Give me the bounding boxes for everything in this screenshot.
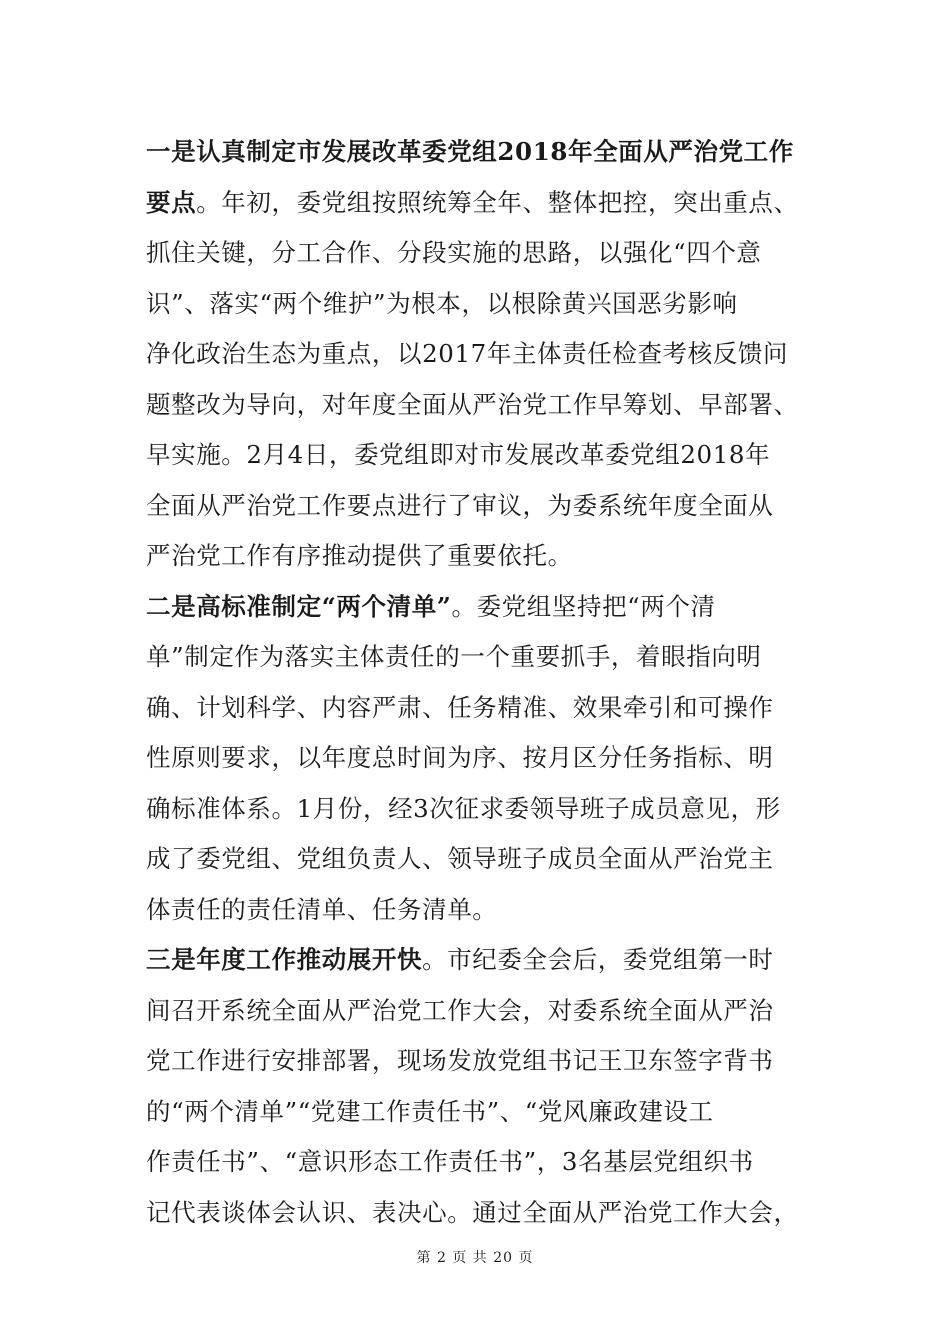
text-line — [146, 834, 806, 885]
line-text: 。委党组坚持把“两个清 — [451, 591, 716, 621]
line-text: 性原则要求，以年度总时间为序、按月区分任务指标、明 — [146, 743, 774, 772]
text-line — [146, 885, 806, 936]
paragraph-heading: 二是高标准制定“两个清单” — [146, 591, 452, 621]
line-text: 党工作进行安排部署，现场发放党组书记王卫东签字背书 — [146, 1046, 774, 1075]
text-line — [146, 1036, 806, 1087]
line-text: 记代表谈体会认识、表决心。通过全面从严治党工作大会， — [146, 1197, 799, 1227]
text-line — [146, 632, 806, 683]
text-line — [146, 935, 806, 986]
text-line — [146, 228, 806, 279]
text-line — [146, 430, 806, 481]
line-text: 的“两个清单”“党建工作责任书”、“党风廉政建设工 — [146, 1096, 714, 1126]
paragraph-heading: 三是年度工作推动展开快 — [146, 945, 423, 974]
page-footer: 第 2 页 共 20 页 — [416, 1250, 534, 1266]
text-line — [146, 784, 806, 835]
line-text: 单”制定作为落实主体责任的一个重要抓手，着眼指向明 — [146, 642, 762, 671]
text-line — [146, 683, 806, 734]
line-text: 确、计划科学、内容严肃、任务精准、效果牵引和可操作 — [146, 692, 774, 722]
text-line — [146, 582, 806, 633]
body-text — [146, 127, 806, 1238]
text-line — [146, 1188, 806, 1239]
text-line — [146, 531, 806, 582]
text-line — [146, 178, 806, 229]
paragraph — [146, 582, 806, 936]
line-text: 全面从严治党工作要点进行了审议，为委系统年度全面从 — [146, 490, 774, 520]
text-line — [146, 481, 806, 532]
line-text: 作责任书”、“意识形态工作责任书”，3名基层党组织书 — [146, 1147, 754, 1176]
line-text: 成了委党组、党组负责人、领导班子成员全面从严治党主 — [146, 844, 774, 873]
text-line — [146, 279, 806, 330]
line-text: 抓住关键，分工合作、分段实施的思路，以强化“四个意 — [146, 238, 762, 267]
text-line — [146, 986, 806, 1037]
line-text: 。年初，委党组按照统筹全年、整体把控，突出重点、 — [196, 187, 799, 217]
line-text: 净化政治生态为重点，以2017年主体责任检查考核反馈问 — [146, 339, 789, 368]
line-text: 识”、落实“两个维护”为根本，以根除黄兴国恶劣影响 — [146, 288, 738, 318]
paragraph-heading: 要点 — [146, 187, 197, 217]
text-line — [146, 380, 806, 431]
line-text: 严治党工作有序推动提供了重要依托。 — [146, 541, 573, 570]
line-text: 题整改为导向，对年度全面从严治党工作早筹划、早部署、 — [146, 389, 799, 419]
line-text: 。市纪委全会后，委党组第一时 — [422, 945, 774, 974]
paragraph — [146, 935, 806, 1238]
line-text: 确标准体系。1月份，经3次征求委领导班子成员意见，形 — [146, 793, 781, 823]
paragraph — [146, 127, 806, 582]
text-line — [146, 733, 806, 784]
line-text: 早实施。2月4日，委党组即对市发展改革委党组2018年 — [146, 440, 771, 469]
line-text: 间召开系统全面从严治党工作大会，对委系统全面从严治 — [146, 995, 774, 1025]
line-text: 体责任的责任清单、任务清单。 — [146, 894, 498, 924]
text-line — [146, 1137, 806, 1188]
paragraph-heading: 一是认真制定市发展改革委党组2018年全面从严治党工作 — [146, 137, 794, 166]
text-line — [146, 127, 806, 178]
text-line — [146, 1087, 806, 1138]
text-line — [146, 329, 806, 380]
